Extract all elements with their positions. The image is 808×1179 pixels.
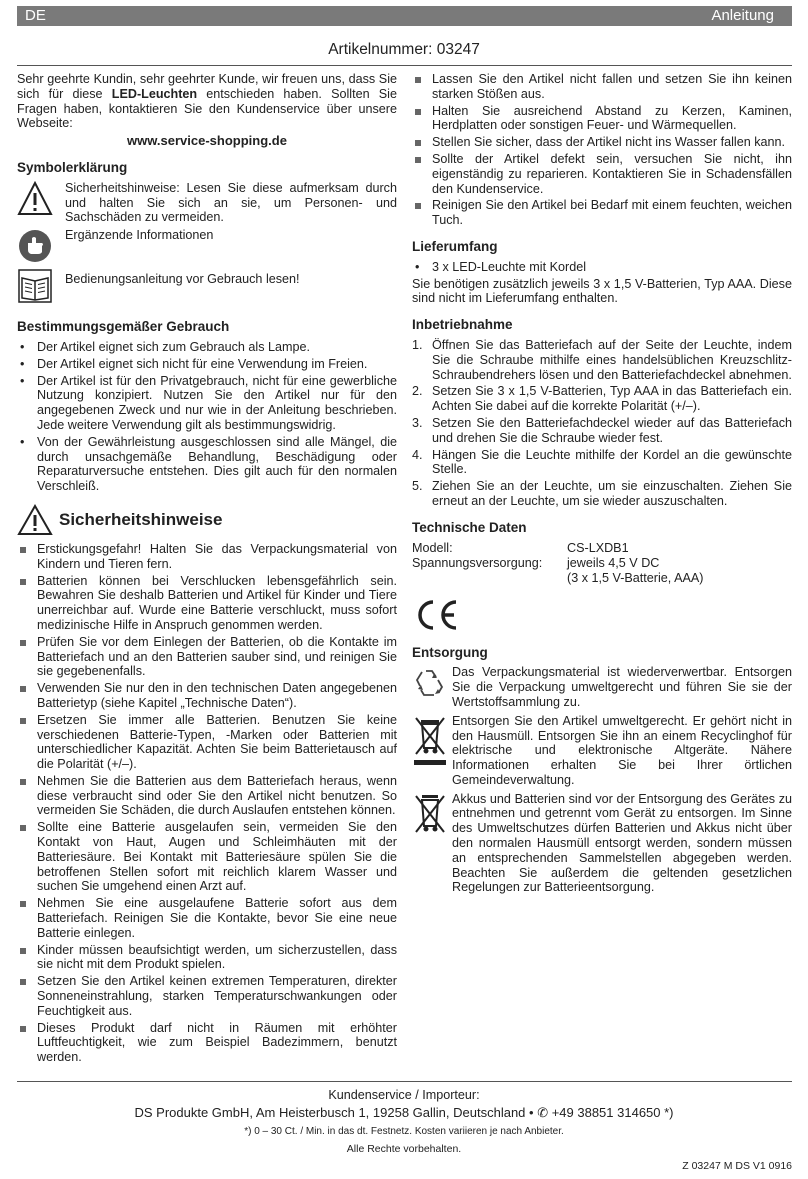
list-item: Batterien können bei Verschlucken lebensgefährlich sein. Bewahren Sie deshalb Batterien und Artikel für Kinder und Tiere unerreichbar auf. Wurde eine Batterie verschluckt, muss sofort medizinische Hilfe in Anspruch genommen werden.	[17, 574, 397, 633]
list-item: Setzen Sie den Artikel keinen extremen Temperaturen, direkter Sonneneinstrahlung, starken Temperaturschwankungen oder Feuchtigkeit aus.	[17, 974, 397, 1018]
list-item: Reinigen Sie den Artikel bei Bedarf mit einem feuchten, weichen Tuch.	[412, 198, 792, 228]
disposal-heading: Entsorgung	[412, 644, 488, 660]
delivery-list	[412, 260, 792, 275]
list-item: Nehmen Sie eine ausgelaufene Batterie sofort aus dem Batteriefach. Reinigen Sie die Kontakte, bevor Sie eine neue Batterie einlegen.	[17, 896, 397, 940]
top-divider	[17, 65, 792, 66]
right-column	[412, 72, 792, 899]
symbol-manual: Bedienungsanleitung vor Gebrauch lesen!	[17, 268, 397, 304]
symbol-warning: Sicherheitshinweise: Lesen Sie diese aufmerksam durch und halten Sie sich an sie, um Personen- und Sachschäden zu vermeiden.	[17, 181, 397, 225]
symbol-info: Ergänzende Informationen	[17, 228, 397, 264]
list-item: • Der Artikel eignet sich zum Gebrauch als Lampe.	[17, 340, 397, 355]
footer-address: DS Produkte GmbH, Am Heisterbusch 1, 19258 Gallin, Deutschland • ✆ +49 38851 314650 *)	[134, 1105, 674, 1120]
delivery-note: Sie benötigen zusätzlich jeweils 3 x 1,5 V-Batterien, Typ AAA. Diese sind nicht im Lieferumfang enthalten.	[412, 276, 792, 306]
crossed-bin-icon	[412, 714, 448, 768]
list-item: • Von der Gewährleistung ausgeschlossen sind alle Mängel, die durch unsachgemäße Behandlung, Beschädigung oder Reparaturversuche entstehen. Dies gilt auch für den normalen Verschleiß.	[17, 435, 397, 494]
warning-triangle-icon	[17, 181, 53, 217]
warning-triangle-icon	[17, 504, 53, 536]
usage-list	[17, 340, 397, 494]
list-item: Halten Sie ausreichend Abstand zu Kerzen, Kaminen, Herdplatten oder sonstigen Feuer- und Wärmequellen.	[412, 104, 792, 134]
article-number: Artikelnummer: 03247	[328, 41, 480, 58]
disposal-device: Entsorgen Sie den Artikel umweltgerecht. Er gehört nicht in den Hausmüll. Entsorgen Sie ihn an einem Recyclinghof für elektrische und elektronische Altgeräte. Nähere Informationen erhalten Sie bei Ihrer örtlichen Gemeindeverwaltung.	[412, 714, 792, 788]
hand-info-icon	[17, 228, 53, 264]
disposal-packaging: Das Verpackungsmaterial ist wiederverwertbar. Entsorgen Sie die Verpackung umweltgerecht und führen Sie sie der Wertstoffsammlung zu.	[412, 665, 792, 709]
document-type-label: Anleitung	[711, 7, 774, 24]
list-item: 3. Setzen Sie den Batteriefachdeckel wieder auf das Batteriefach und drehen Sie die Schraube wieder fest.	[412, 415, 792, 445]
setup-steps	[412, 338, 792, 509]
list-item: 4. Hängen Sie die Leuchte mithilfe der Kordel an die gewünschte Stelle.	[412, 447, 792, 477]
manual-book-icon	[17, 268, 53, 304]
safety-list	[17, 542, 397, 1065]
list-item: • Der Artikel eignet sich nicht für eine Verwendung im Freien.	[17, 357, 397, 372]
list-item: Nehmen Sie die Batterien aus dem Batteriefach heraus, wenn diese verbraucht sind oder Sie den Artikel nicht benutzen. So vermeiden Sie Schäden, die durch Auslaufen entstehen können.	[17, 774, 397, 818]
battery-bin-icon	[412, 792, 448, 836]
disposal-batteries: Akkus und Batterien sind vor der Entsorgung des Gerätes zu entnehmen und getrennt vom Gerät zu entsorgen. Im Sinne des Umweltschutzes dürfen Batterien und Akkus nicht über den normalen Hausmüll entsorgt werden, sondern müssen an entsprechenden Sammelstellen abgegeben werden. Beachten Sie außerdem die geltenden gesetzlichen Regelungen zur Batterieentsorgung.	[412, 792, 792, 896]
intro-text: Sehr geehrte Kundin, sehr geehrter Kunde, wir freuen uns, dass Sie sich für diese LED-Leuchten entschieden haben. Sollten Sie Fragen haben, kontaktieren Sie den Kundenservice über unsere Webseite:	[17, 72, 397, 131]
list-item: 5. Ziehen Sie an der Leuchte, um sie einzuschalten. Ziehen Sie erneut an der Leuchte, um sie wieder auszuschalten.	[412, 479, 792, 508]
list-item: Lassen Sie den Artikel nicht fallen und setzen Sie ihn keinen starken Stößen aus.	[412, 72, 792, 102]
footer-divider	[17, 1081, 792, 1082]
list-item: Erstickungsgefahr! Halten Sie das Verpackungsmaterial von Kindern und Tieren fern.	[17, 542, 397, 572]
list-item: Sollte der Artikel defekt sein, versuchen Sie nicht, ihn eigenständig zu reparieren. Kontaktieren Sie in Schadensfällen den Kundenservice.	[412, 152, 792, 196]
footer-cost-note: *) 0 – 30 Ct. / Min. in das dt. Festnetz. Kosten variieren je nach Anbieter.	[244, 1126, 564, 1137]
list-item: 1. Öffnen Sie das Batteriefach auf der Seite der Leuchte, indem Sie die Schraube mithilfe eines handelsüblichen Kreuzschlitz-Schraubendrehers lösen und den Batteriefachdeckel abnehmen.	[412, 337, 792, 382]
tech-heading: Technische Daten	[412, 519, 527, 535]
safety-heading-row	[17, 504, 397, 536]
recycling-icon	[412, 665, 448, 701]
phone-icon: ✆	[537, 1105, 552, 1120]
left-column	[17, 72, 397, 1067]
document-code: Z 03247 M DS V1 0916	[682, 1160, 792, 1172]
footer-rights: Alle Rechte vorbehalten.	[346, 1143, 462, 1155]
header-bar	[17, 6, 792, 26]
list-item: Kinder müssen beaufsichtigt werden, um sicherzustellen, dass sie nicht mit dem Produkt spielen.	[17, 943, 397, 973]
delivery-heading: Lieferumfang	[412, 238, 498, 254]
setup-heading: Inbetriebnahme	[412, 317, 513, 333]
symbols-heading: Symbolerklärung	[17, 159, 128, 175]
footer-phone[interactable]: +49 38851 314650 *)	[551, 1105, 674, 1120]
list-item: Sollte eine Batterie ausgelaufen sein, vermeiden Sie den Kontakt von Haut, Augen und Schleimhäuten mit der Batteriesäure. Bei Kontakt mit Batteriesäure spülen Sie die betroffenen Stellen sofort mit reichlich klarem Wasser und suchen Sie umgehend einen Arzt auf.	[17, 820, 397, 894]
list-item: Dieses Produkt darf nicht in Räumen mit erhöhter Luftfeuchtigkeit, wie zum Beispiel Badezimmern, benutzt werden.	[17, 1021, 397, 1065]
list-item: Stellen Sie sicher, dass der Artikel nicht ins Wasser fallen kann.	[412, 135, 792, 150]
language-label: DE	[25, 7, 46, 24]
list-item: Verwenden Sie nur den in den technischen Daten angegebenen Batterietyp (siehe Kapitel „Technische Daten“).	[17, 681, 397, 711]
list-item: Ersetzen Sie immer alle Batterien. Benutzen Sie keine verschiedenen Batterie-Typen, -Marken oder Batterien mit unterschiedlicher Kapazität. Achten Sie beim Batterietausch auf die Polarität (+/–).	[17, 713, 397, 772]
list-item: Prüfen Sie vor dem Einlegen der Batterien, ob die Kontakte im Batteriefach und an den Batterien sauber sind, und reinigen Sie sie gegebenenfalls.	[17, 635, 397, 679]
list-item: 2. Setzen Sie 3 x 1,5 V-Batterien, Typ AAA in das Batteriefach ein. Achten Sie dabei auf die korrekte Polarität (+/–).	[412, 384, 792, 414]
footer-service-label: Kundenservice / Importeur:	[328, 1088, 480, 1102]
safety-list-continued	[412, 72, 792, 228]
list-item: • Der Artikel ist für den Privatgebrauch, nicht für eine gewerbliche Nutzung konzipiert. Nutzen Sie den Artikel nur für den angegebenen Zweck und nur wie in der Anleitung beschrieben. Jede weitere Verwendung gilt als bestimmungswidrig.	[17, 374, 397, 433]
usage-heading: Bestimmungsgemäßer Gebrauch	[17, 319, 230, 335]
tech-table: Modell: CS-LXDB1 Spannungsversorgung: jeweils 4,5 V DC (3 x 1,5 V-Batterie, AAA)	[412, 540, 704, 585]
list-item: • 3 x LED-Leuchte mit Kordel	[412, 260, 792, 275]
safety-heading: Sicherheitshinweise	[59, 509, 223, 529]
website-link[interactable]: www.service-shopping.de	[127, 133, 287, 149]
ce-mark-icon	[414, 598, 460, 632]
